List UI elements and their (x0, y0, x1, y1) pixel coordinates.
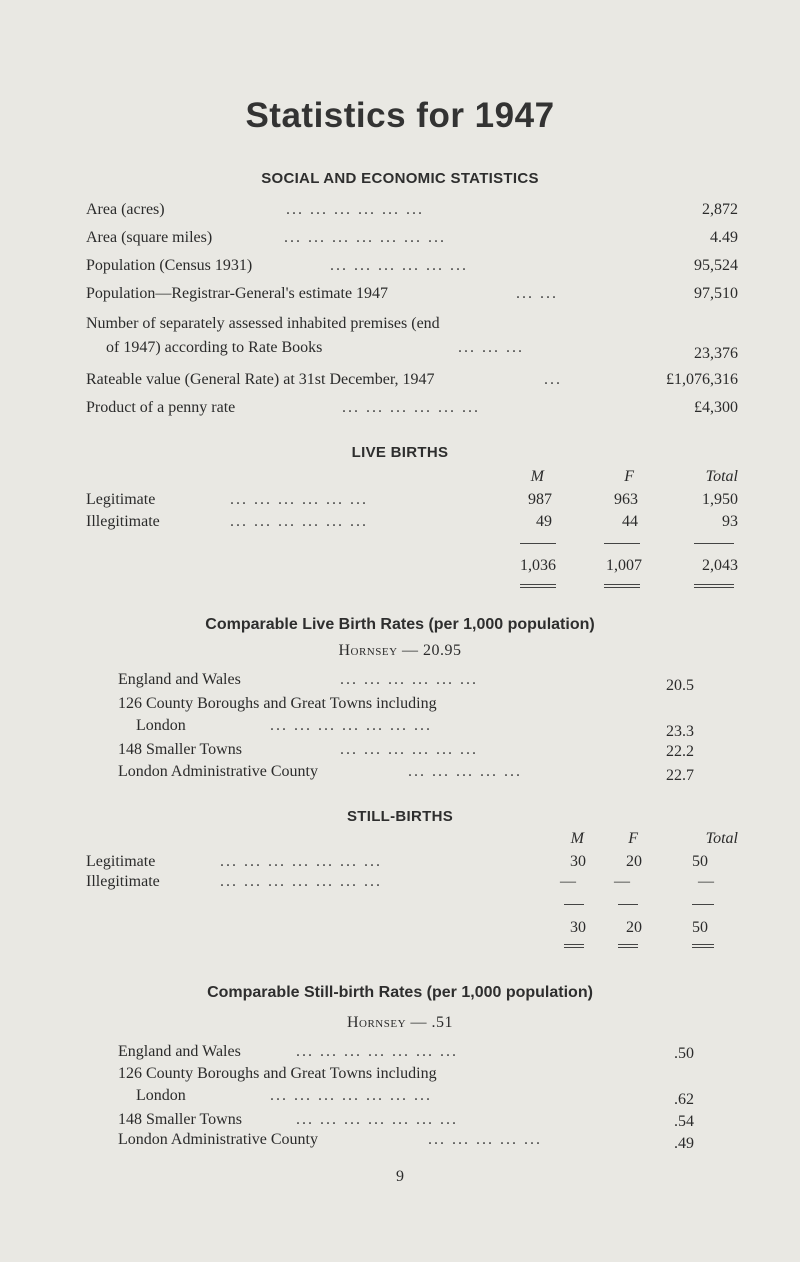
subtotal-rule-total (692, 904, 714, 905)
leader-dots: ... ... ... ... ... ... (340, 671, 478, 688)
row-label: 126 County Boroughs and Great Towns including (118, 1065, 437, 1082)
page-number: 9 (396, 1168, 404, 1185)
cell-f: 20 (626, 919, 642, 936)
still-births-row-legitimate (86, 852, 738, 872)
still-births-heading: STILL-BIRTHS (346, 808, 454, 825)
row-label: Rateable value (General Rate) at 31st December, 1947 (86, 371, 435, 388)
leader-dots: ... ... (516, 285, 558, 302)
total-rule-total (692, 944, 714, 948)
leader-dots: ... ... ... ... ... ... ... (270, 1087, 432, 1104)
cell-total: 50 (692, 853, 708, 870)
live-rates-row-london-county (118, 762, 694, 782)
leader-dots: ... ... ... ... ... ... (230, 491, 368, 508)
row-value: £1,076,316 (666, 371, 738, 388)
row-label: Illegitimate (86, 513, 160, 530)
social-heading: SOCIAL AND ECONOMIC STATISTICS (261, 170, 539, 187)
leader-dots: ... ... ... ... ... ... ... (296, 1043, 458, 1060)
row-value: .62 (674, 1091, 694, 1108)
row-label: London Administrative County (118, 763, 318, 780)
still-rates-row-county-boroughs-line1 (118, 1064, 694, 1084)
row-label: 148 Smaller Towns (118, 1111, 242, 1128)
row-label: Population—Registrar-General's estimate 1947 (86, 285, 389, 302)
total-rule-f (618, 944, 638, 948)
leader-dots: ... ... ... ... ... ... ... (220, 873, 382, 890)
subtotal-rule-f (604, 543, 640, 544)
cell-f: — (614, 873, 630, 890)
social-row-area-acres (86, 200, 738, 220)
live-births-row-legitimate (86, 490, 738, 510)
row-value: .54 (674, 1113, 694, 1130)
leader-dots: ... ... ... (458, 339, 524, 356)
row-value: 2,872 (702, 201, 738, 218)
leader-dots: ... ... ... ... ... ... ... (270, 717, 432, 734)
row-label: 148 Smaller Towns (118, 741, 242, 758)
cell-f: 44 (622, 513, 638, 530)
social-row-population-census (86, 256, 738, 276)
row-label: 126 County Boroughs and Great Towns including (118, 695, 437, 712)
cell-total: 2,043 (702, 557, 738, 574)
cell-f: 963 (614, 491, 638, 508)
cell-total: — (698, 873, 714, 890)
cell-m: 987 (528, 491, 552, 508)
social-row-area-square-miles (86, 228, 738, 248)
still-rates-row-county-boroughs (118, 1086, 694, 1106)
live-rates-heading: Comparable Live Birth Rates (per 1,000 population) (205, 616, 595, 633)
row-value: 20.5 (666, 677, 694, 694)
row-label: Legitimate (86, 491, 156, 508)
still-rates-row-england-wales (118, 1042, 694, 1062)
leader-dots: ... ... ... ... ... ... (342, 399, 480, 416)
row-value: .49 (674, 1135, 694, 1152)
column-header-f: F (628, 830, 638, 847)
row-label: Number of separately assessed inhabited premises (end (86, 315, 440, 332)
leader-dots: ... ... ... ... ... ... ... (220, 853, 382, 870)
leader-dots: ... ... ... ... ... ... ... (296, 1111, 458, 1128)
row-label: England and Wales (118, 671, 241, 688)
column-header-f: F (624, 468, 634, 485)
row-value: £4,300 (694, 399, 738, 416)
row-label: Population (Census 1931) (86, 257, 253, 274)
subtotal-rule-m (520, 543, 556, 544)
cell-m: — (560, 873, 576, 890)
subtotal-rule-total (694, 543, 734, 544)
row-label: Area (acres) (86, 201, 165, 218)
leader-dots: ... ... ... ... ... ... (340, 741, 478, 758)
row-value: 22.2 (666, 743, 694, 760)
row-label: Product of a penny rate (86, 399, 236, 416)
subtotal-rule-f (618, 904, 638, 905)
total-rule-m (564, 944, 584, 948)
social-row-premises-line1 (86, 314, 738, 334)
row-label: Area (square miles) (86, 229, 213, 246)
row-label: Legitimate (86, 853, 156, 870)
row-value: 97,510 (694, 285, 738, 302)
row-value: 95,524 (694, 257, 738, 274)
social-row-premises (86, 338, 738, 362)
leader-dots: ... ... ... ... ... ... (286, 201, 424, 218)
still-births-row-totals (86, 918, 738, 938)
live-rates-row-smaller-towns (118, 740, 694, 760)
leader-dots: ... ... ... ... ... ... (330, 257, 468, 274)
column-header-total: Total (705, 830, 738, 847)
row-value: 4.49 (710, 229, 738, 246)
leader-dots: ... ... ... ... ... ... (230, 513, 368, 530)
row-value: 23.3 (666, 723, 694, 740)
social-row-penny-rate (86, 398, 738, 418)
hornsey-live-rate: Hornsey — 20.95 (338, 642, 462, 659)
cell-m: 1,036 (520, 557, 556, 574)
still-rates-row-smaller-towns (118, 1110, 694, 1130)
subtotal-rule-m (564, 904, 584, 905)
row-value: 23,376 (694, 345, 738, 362)
cell-m: 49 (536, 513, 552, 530)
social-row-population-estimate (86, 284, 738, 304)
total-rule-total (694, 584, 734, 588)
live-rates-row-england-wales (118, 670, 694, 694)
live-rates-row-county-boroughs-line1 (118, 694, 694, 714)
leader-dots: ... (544, 371, 562, 388)
live-births-heading: LIVE BIRTHS (351, 444, 449, 461)
leader-dots: ... ... ... ... ... (428, 1131, 542, 1148)
cell-total: 93 (722, 513, 738, 530)
total-rule-f (604, 584, 640, 588)
cell-f: 1,007 (606, 557, 642, 574)
row-label-continued: London (136, 1087, 186, 1104)
row-value: .50 (674, 1045, 694, 1062)
live-births-row-totals (86, 556, 738, 576)
total-rule-m (520, 584, 556, 588)
live-rates-row-county-boroughs (118, 716, 694, 740)
page-title: Statistics for 1947 (245, 96, 555, 135)
still-births-row-illegitimate (86, 872, 738, 892)
row-label: Illegitimate (86, 873, 160, 890)
row-value: 22.7 (666, 767, 694, 784)
leader-dots: ... ... ... ... ... (408, 763, 522, 780)
still-rates-heading: Comparable Still-birth Rates (per 1,000 population) (207, 984, 593, 1001)
column-header-m: M (530, 468, 544, 485)
still-rates-row-london-county (118, 1130, 694, 1150)
cell-m: 30 (570, 919, 586, 936)
column-header-total: Total (705, 468, 738, 485)
row-label: London Administrative County (118, 1131, 318, 1148)
cell-total: 1,950 (702, 491, 738, 508)
cell-m: 30 (570, 853, 586, 870)
column-header-m: M (570, 830, 584, 847)
cell-f: 20 (626, 853, 642, 870)
leader-dots: ... ... ... ... ... ... ... (284, 229, 446, 246)
cell-total: 50 (692, 919, 708, 936)
live-births-row-illegitimate (86, 512, 738, 532)
row-label-continued: London (136, 717, 186, 734)
row-label-continued: of 1947) according to Rate Books (106, 339, 323, 356)
social-row-rateable-value (86, 370, 738, 390)
row-label: England and Wales (118, 1043, 241, 1060)
hornsey-still-rate: Hornsey — .51 (346, 1014, 454, 1031)
